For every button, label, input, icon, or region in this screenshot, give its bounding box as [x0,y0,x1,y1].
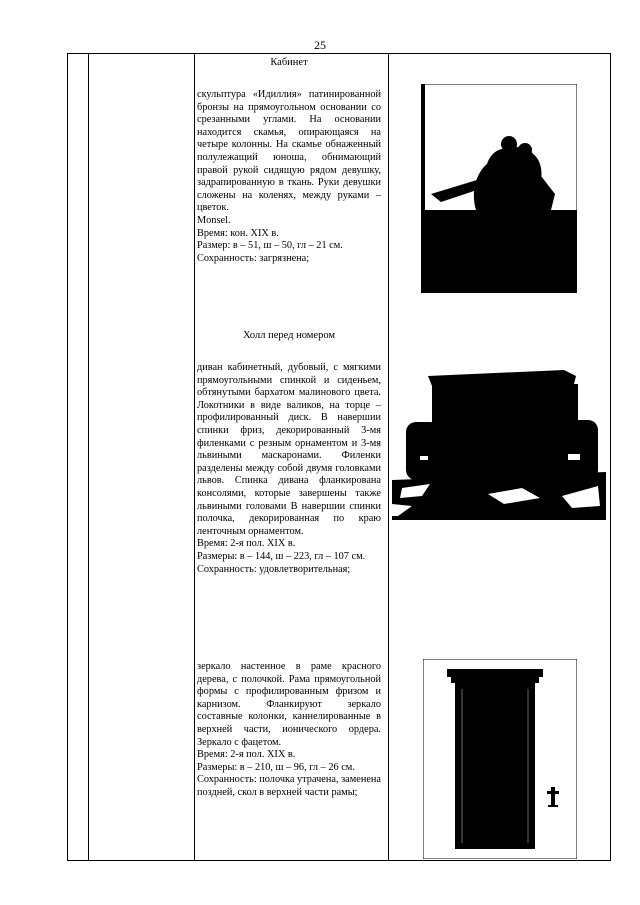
mirror-silhouette [423,659,577,859]
mirror-photo [423,659,577,859]
item-size: Размер: в – 51, ш – 50, гл – 21 см. [197,240,343,252]
item-sofa [197,362,381,576]
item-time: Время: кон. XIX в. [197,227,279,239]
item-time: Время: 2-я пол. XIX в. [197,538,296,550]
item-condition: Сохранность: загрязнена; [197,252,310,264]
item-description: зеркало настенное в раме красного дерева, с полочкой. Рама прямоугольной формы с профилированным фризом и карнизом. Фланкируют зеркало составные колонки, каннелированные в верхней части, ионического ордера. Зеркало с фацетом. [197,661,381,748]
item-sculpture [197,89,381,265]
room-title-hall: Холл перед номером [242,330,336,341]
item-maker: Monsel. [197,214,231,226]
sofa-photo [392,370,606,520]
sofa-silhouette [392,370,606,520]
item-description: диван кабинетный, дубовый, с мягкими прямоугольными спинкой и сиденьем, обтянутыми бархатом малинового цвета. Локотники в виде валиков, на торце – профилированный диск. В навершии спинки фриз, декорированный 3-мя филенками с резным орнаментом и 3-мя львиными маскаронами. Филенки разделены между собой двумя головками львов. Спинка дивана фланкирована консолями, которые завершены также львиными головами В навершии спинки полочка, декорированная по краю ленточным орнаментом. [197,362,381,537]
column-divider-1 [88,54,89,860]
item-condition: Сохранность: полочка утрачена, заменена поздней, скол в верхней части рамы; [197,774,381,798]
item-size: Размеры: в – 210, ш – 96, гл – 26 см. [197,761,355,773]
item-time: Время: 2-я пол. XIX в. [197,749,296,761]
item-size: Размеры: в – 144, ш – 223, гл – 107 см. [197,550,366,562]
room-title-cabinet: Кабинет [270,57,308,68]
item-mirror [197,661,381,800]
page-number: 25 [314,38,326,52]
item-description: скульптура «Идиллия» патинированной бронзы на прямоугольном основании со срезанными углами. На основании находится скамья, опирающаяся на четыре колонны. На скамье обнаженный полулежащий юноша, обнимающий правой рукой сидящую рядом девушку, задрапированную в ткань. Руки девушки сложены на коленях, между руками – цветок. [197,89,381,214]
sculpture-idyll-photo [421,84,577,293]
column-divider-2 [194,54,195,860]
column-divider-3 [388,54,389,860]
item-condition: Сохранность: удовлетворительная; [197,563,351,575]
sculpture-silhouette [421,84,577,293]
